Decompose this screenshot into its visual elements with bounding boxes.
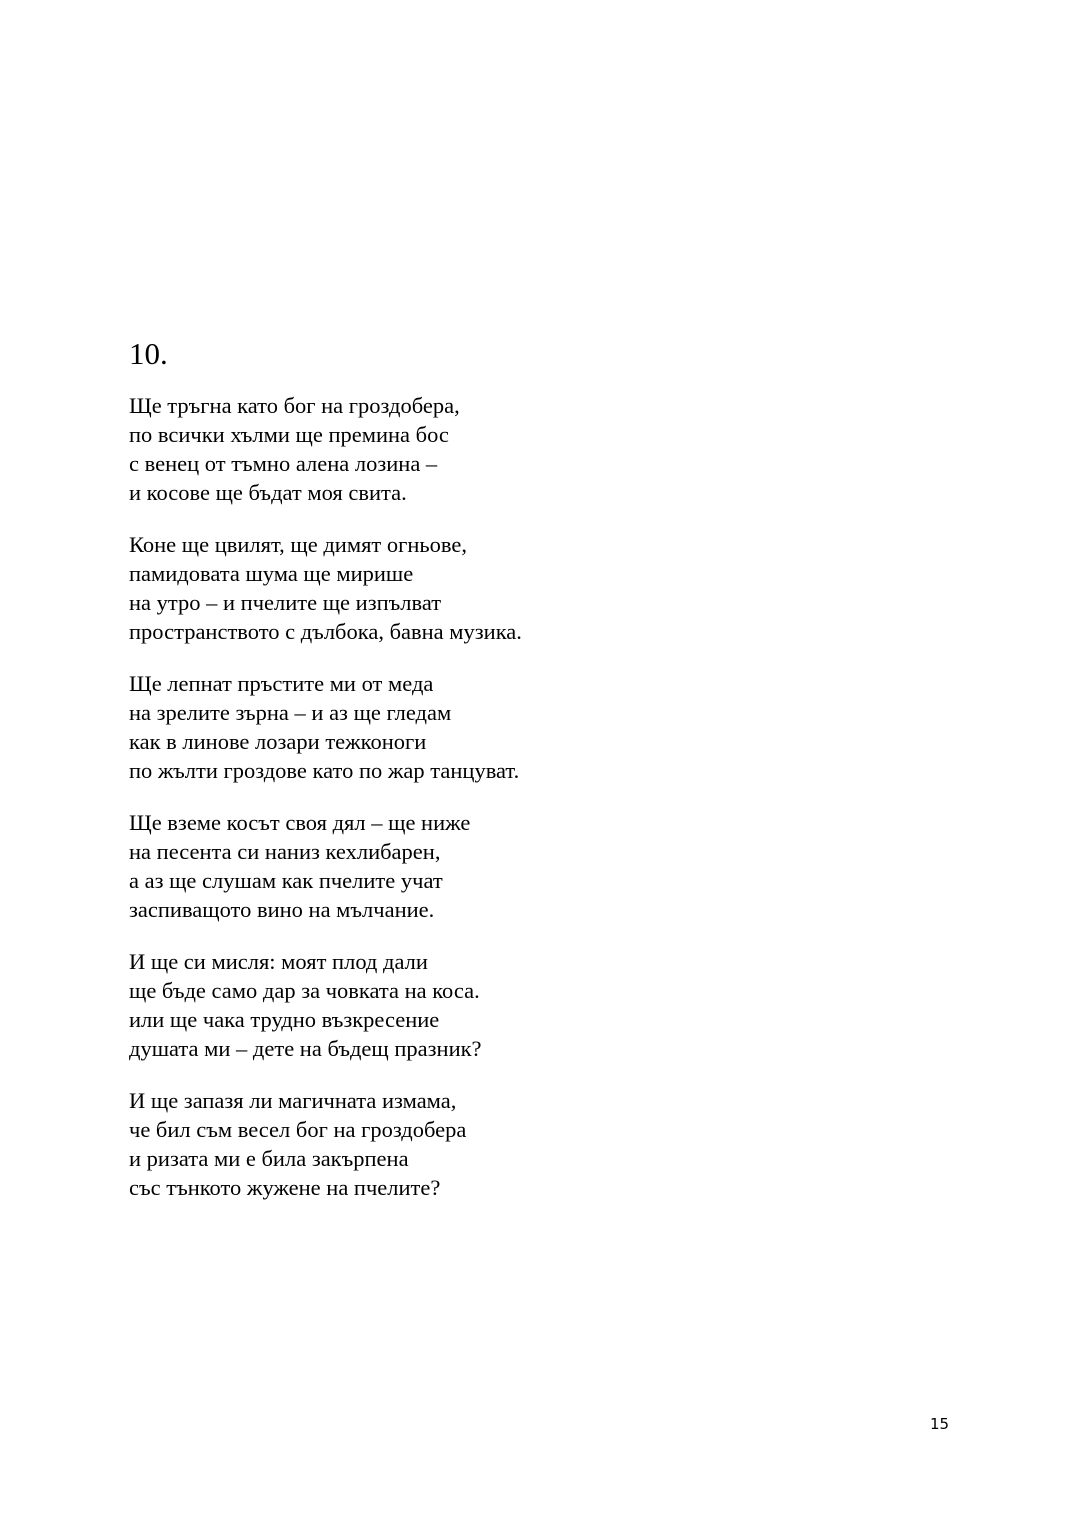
poem-line: памидовата шума ще мирише: [129, 561, 414, 586]
poem-line: заспиващото вино на мълчание.: [129, 897, 435, 922]
poem-line: как в линове лозари тежконоги: [129, 729, 427, 754]
poem-line: или ще чака трудно възкресение: [129, 1007, 440, 1032]
poem-line: Коне ще цвилят, ще димят огньове,: [129, 532, 468, 557]
stanza: [129, 808, 749, 924]
poem-line: И ще запазя ли магичната измама,: [129, 1088, 457, 1113]
stanza: [129, 669, 749, 785]
poem-line: Ще лепнат пръстите ми от меда: [129, 671, 434, 696]
poem-line: на утро – и пчелите ще изпълват: [129, 590, 442, 615]
poem-line: Ще вземе косът своя дял – ще ниже: [129, 810, 471, 835]
stanza: [129, 947, 749, 1063]
poem-line: ще бъде само дар за човката на коса.: [129, 978, 480, 1003]
poem-line: че бил съм весел бог на гроздобера: [129, 1117, 467, 1142]
page-number: 15: [930, 1415, 950, 1433]
poem-line: и ризата ми е била закърпена: [129, 1146, 409, 1171]
poem-line: Ще тръгна като бог на гроздобера,: [129, 393, 460, 418]
poem-line: а аз ще слушам как пчелите учат: [129, 868, 443, 893]
poem-line: на песента си наниз кехлибарен,: [129, 839, 441, 864]
poem-line: с венец от тъмно алена лозина –: [129, 451, 438, 476]
poem-line: със тънкото жужене на пчелите?: [129, 1175, 441, 1200]
stanza: [129, 1086, 749, 1202]
stanza: [129, 391, 749, 507]
poem-line: пространството с дълбока, бавна музика.: [129, 619, 522, 644]
poem-number: 10.: [129, 336, 168, 371]
poem-line: по всички хълми ще премина бос: [129, 422, 449, 447]
poem-body: [129, 391, 749, 1225]
poem-line: душата ми – дете на бъдещ празник?: [129, 1036, 482, 1061]
poem-line: И ще си мисля: моят плод дали: [129, 949, 428, 974]
stanza: [129, 530, 749, 646]
poem-line: на зрелите зърна – и аз ще гледам: [129, 700, 452, 725]
poem-line: по жълти гроздове като по жар танцуват.: [129, 758, 520, 783]
poem-line: и косове ще бъдат моя свита.: [129, 480, 407, 505]
